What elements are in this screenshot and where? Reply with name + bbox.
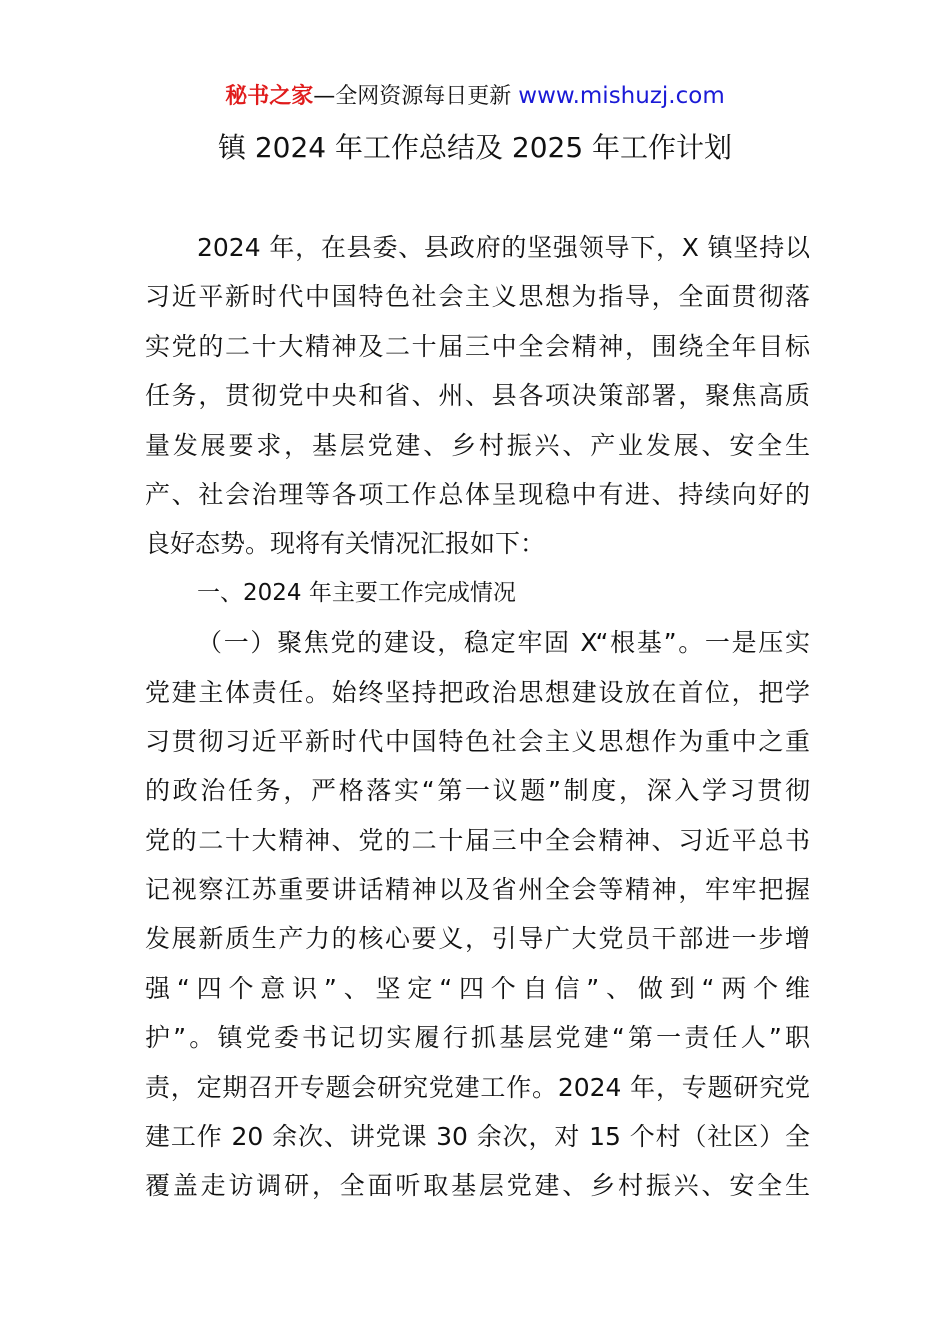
header-tagline: —全网资源每日更新	[313, 84, 519, 109]
site-url-link[interactable]: www.mishuzj.com	[518, 83, 725, 109]
brand-name: 秘书之家	[225, 84, 314, 109]
paragraph-line: 记视察江苏重要讲话精神以及省州全会等精神，牢牢把握	[145, 875, 810, 905]
paragraph-line: 覆盖走访调研，全面听取基层党建、乡村振兴、安全生	[145, 1171, 810, 1201]
paragraph-line: 习近平新时代中国特色社会主义思想为指导，全面贯彻落	[145, 282, 810, 312]
paragraph-line: 产、社会治理等各项工作总体呈现稳中有进、持续向好的	[145, 479, 810, 509]
paragraph-line: 量发展要求，基层党建、乡村振兴、产业发展、安全生	[145, 430, 810, 460]
paragraph-line: 发展新质生产力的核心要义，引导广大党员干部进一步增	[145, 924, 810, 954]
paragraph-line: 任务，贯彻党中央和省、州、县各项决策部署，聚焦高质	[145, 381, 810, 411]
document-body	[145, 223, 810, 1211]
section-heading: 一、2024 年主要工作完成情况	[197, 579, 516, 606]
paragraph-line: 2024 年，在县委、县政府的坚强领导下，X 镇坚持以	[197, 233, 810, 262]
paragraph-line: 实党的二十大精神及二十届三中全会精神，围绕全年目标	[145, 331, 810, 361]
paragraph-line: 护”。镇党委书记切实履行抓基层党建“第一责任人”职	[145, 1023, 810, 1053]
paragraph-line: 的政治任务，严格落实“第一议题”制度，深入学习贯彻	[145, 776, 810, 806]
document-title: 镇 2024 年工作总结及 2025 年工作计划	[217, 131, 733, 164]
paragraph-line: （一）聚焦党的建设，稳定牢固 X“根基”。一是压实	[197, 628, 810, 658]
paragraph-line: 良好态势。现将有关情况汇报如下：	[145, 529, 546, 559]
paragraph-line: 强“四个意识”、坚定“四个自信”、做到“两个维	[145, 973, 810, 1003]
paragraph-line: 党的二十大精神、党的二十届三中全会精神、习近平总书	[145, 825, 810, 855]
site-header	[0, 80, 950, 113]
paragraph-line: 建工作 20 余次、讲党课 30 余次，对 15 个村（社区）全	[145, 1122, 810, 1152]
paragraph-line: 党建主体责任。始终坚持把政治思想建设放在首位，把学	[145, 677, 810, 707]
paragraph-line: 习贯彻习近平新时代中国特色社会主义思想作为重中之重	[145, 726, 810, 756]
paragraph-line: 责，定期召开专题会研究党建工作。2024 年，专题研究党	[145, 1072, 810, 1102]
